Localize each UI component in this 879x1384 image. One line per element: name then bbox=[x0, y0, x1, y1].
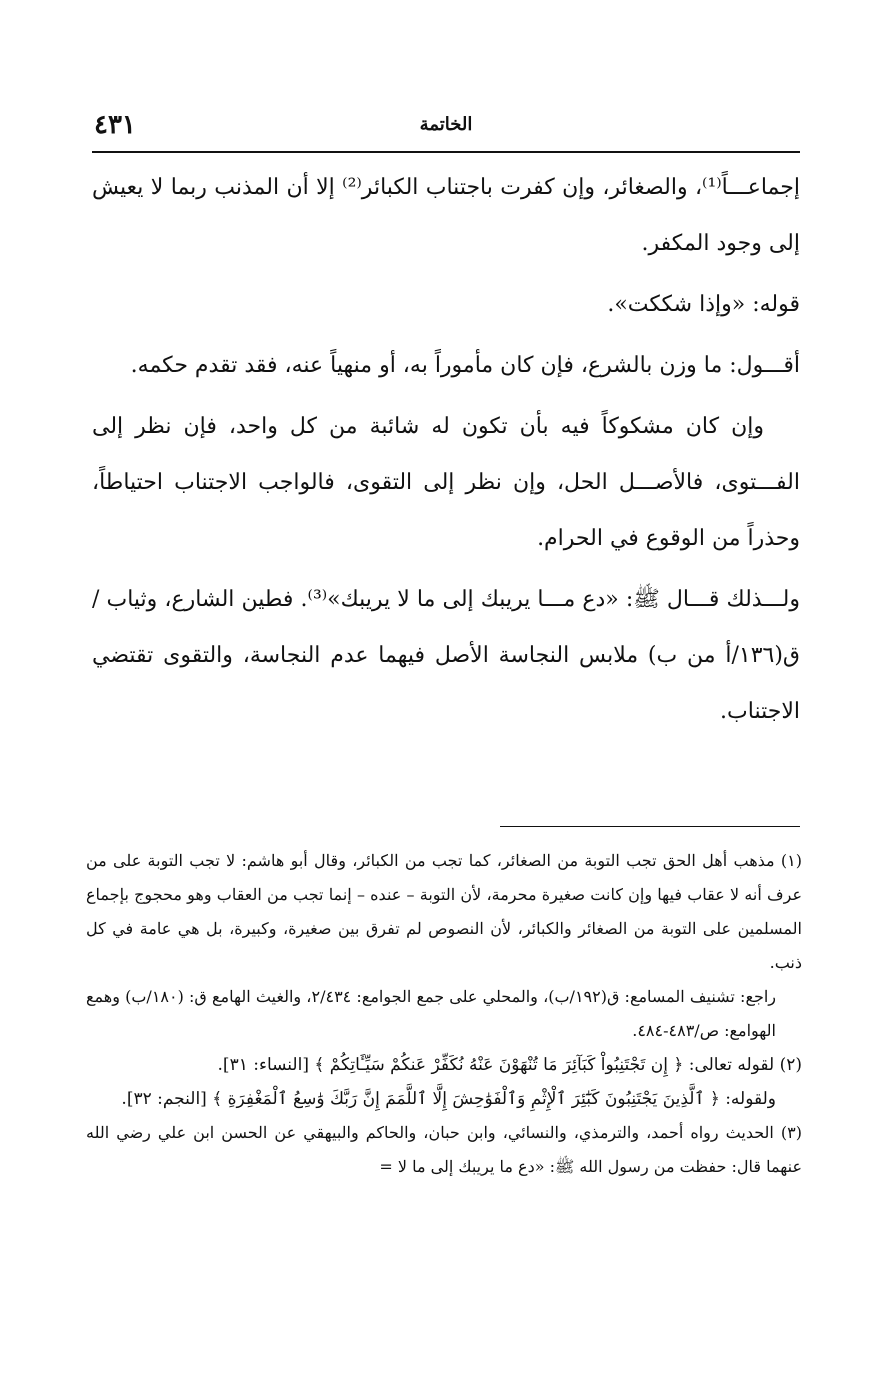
paragraph-4: وإن كان مشكوكاً فيه بأن تكون له شائبة من كل واحد، فإن نظر إلى الفـــتوى، فالأصـــل الحل، وإن نظر إلى التقوى، فالواجب الاجتناب احتياطاً، وحذراً من الوقوع في الحرام. bbox=[92, 414, 800, 551]
paragraph-5: ولـــذلك قـــال ﷺ: «دع مـــا يريبك إلى ما لا يريبك»⁽³⁾. فطين الشارع، وثياب / ق(١٣٦/أ من ب) ملابس النجاسة الأصل فيهما عدم النجاسة، والتقوى تقتضي الاجتناب. bbox=[92, 587, 800, 724]
paragraph-2: قوله: «وإذا شككت». bbox=[607, 292, 800, 317]
footnote-3: (٣) الحديث رواه أحمد، والترمذي، والنسائي، وابن حبان، والحاكم والبيهقي عن الحسن ابن علي رضي الله عنهما قال: حفظت من رسول الله ﷺ: «دع ما يريبك إلى ما لا = bbox=[86, 1123, 802, 1176]
footnote-1: (١) مذهب أهل الحق تجب التوبة من الصغائر، كما تجب من الكبائر، وقال أبو هاشم: لا تجب التوبة على من عرف أنه لا عقاب فيها وإن كانت صغيرة محرمة، لأن التوبة – عنده – إنما تجب من العقاب وهو محجوج بإجماع المسلمين على التوبة من الصغائر والكبائر، لأن النصوص لم تفرق بين صغيرة، وكبيرة، بل هي عامة في كل ذنب. bbox=[86, 851, 802, 972]
header-rule bbox=[92, 151, 800, 153]
footnote-1-references: راجع: تشنيف المسامع: ق(١٩٢/ب)، والمحلي على جمع الجوامع: ٢/٤٣٤، والغيث الهامع ق: (١٨٠/ب) وهمع الهوامع: ص/٤٨٣-٤٨٤. bbox=[86, 987, 777, 1040]
footnotes bbox=[86, 844, 802, 1184]
paragraph-1: إجماعـــاً⁽¹⁾، والصغائر، وإن كفرت باجتناب الكبائر⁽²⁾ إلا أن المذنب ربما لا يعيش إلى وجود المكفر. bbox=[92, 175, 800, 256]
chapter-title: الخاتمة bbox=[419, 114, 473, 135]
footnote-2: (٢) لقوله تعالى: ﴿ إِن تَجْتَنِبُواْ كَبَآئِرَ مَا تُنْهَوْنَ عَنْهُ نُكَفِّرْ عَنكُمْ سَيِّـَٔاتِكُمْ ﴾ [النساء: ٣١]. bbox=[217, 1055, 802, 1075]
main-text bbox=[92, 160, 800, 740]
running-header bbox=[92, 110, 800, 150]
footnote-2-continued: ولقوله: ﴿ ٱلَّذِينَ يَجْتَنِبُونَ كَبَٰٓئِرَ ٱلْإِثْمِ وَٱلْفَوَٰحِشَ إِلَّا ٱللَّمَمَ إِنَّ رَبَّكَ وَٰسِعُ ٱلْمَغْفِرَةِ ﴾ [النجم: ٣٢]. bbox=[121, 1089, 776, 1109]
footnote-separator bbox=[500, 826, 800, 827]
page-number: ٤٣١ bbox=[94, 110, 136, 140]
paragraph-3: أقـــول: ما وزن بالشرع، فإن كان مأموراً به، أو منهياً عنه، فقد تقدم حكمه. bbox=[130, 353, 800, 378]
